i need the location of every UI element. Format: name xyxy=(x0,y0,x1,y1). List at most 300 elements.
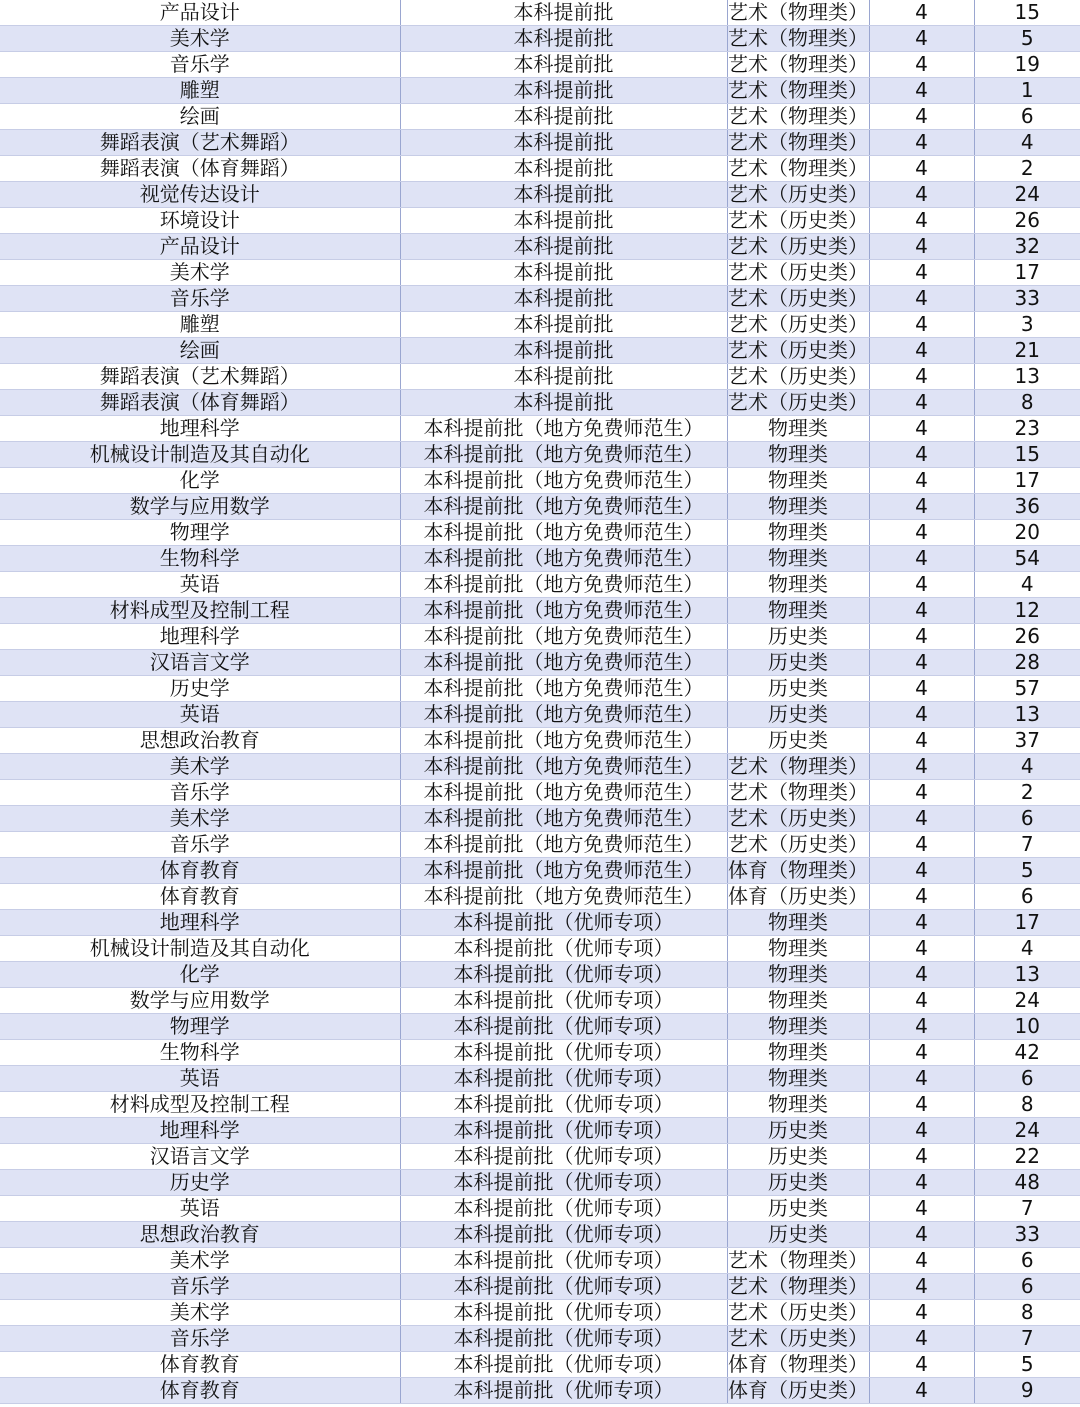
category-cell: 体育（历史类） xyxy=(728,884,868,908)
major-cell: 英语 xyxy=(0,572,400,598)
duration-cell: 4 xyxy=(869,1092,974,1118)
duration-cell: 4 xyxy=(869,468,974,494)
duration-cell: 4 xyxy=(869,1378,974,1404)
category-cell: 历史类 xyxy=(727,1222,869,1248)
category-cell: 物理类 xyxy=(727,910,869,936)
major-cell: 机械设计制造及其自动化 xyxy=(0,442,400,468)
duration-cell: 4 xyxy=(869,104,974,130)
duration-cell: 4 xyxy=(869,1040,974,1066)
batch-cell: 本科提前批（优师专项） xyxy=(400,1066,727,1092)
table-row xyxy=(0,754,1080,780)
quota-cell: 4 xyxy=(974,936,1080,962)
quota-cell: 24 xyxy=(974,1118,1080,1144)
category-cell: 历史类 xyxy=(727,1170,869,1196)
quota-cell: 22 xyxy=(974,1144,1080,1170)
category-cell: 历史类 xyxy=(727,702,869,728)
category-cell: 艺术（历史类） xyxy=(728,260,868,284)
major-cell: 产品设计 xyxy=(0,0,400,26)
quota-cell: 57 xyxy=(974,676,1080,702)
quota-cell: 7 xyxy=(974,1196,1080,1222)
table-row xyxy=(0,858,1080,884)
category-cell: 体育（历史类） xyxy=(728,1378,868,1402)
duration-cell: 4 xyxy=(869,858,974,884)
major-cell: 音乐学 xyxy=(0,1274,400,1300)
category-cell: 艺术（历史类） xyxy=(728,286,868,310)
major-cell: 思想政治教育 xyxy=(0,728,400,754)
category-cell: 艺术（物理类） xyxy=(728,0,868,24)
major-cell: 美术学 xyxy=(0,260,400,286)
category-cell: 历史类 xyxy=(727,676,869,702)
quota-cell: 6 xyxy=(974,104,1080,130)
quota-cell: 8 xyxy=(974,1300,1080,1326)
table-row xyxy=(0,546,1080,572)
quota-cell: 8 xyxy=(974,1092,1080,1118)
batch-cell: 本科提前批（地方免费师范生） xyxy=(400,728,727,754)
category-cell: 物理类 xyxy=(727,988,869,1014)
category-cell: 艺术（物理类） xyxy=(728,1274,868,1298)
category-cell: 历史类 xyxy=(727,1144,869,1170)
table-row xyxy=(0,494,1080,520)
major-cell: 材料成型及控制工程 xyxy=(0,598,400,624)
batch-cell: 本科提前批（优师专项） xyxy=(400,1300,727,1326)
duration-cell: 4 xyxy=(869,1144,974,1170)
major-cell: 地理科学 xyxy=(0,1118,400,1144)
major-cell: 思想政治教育 xyxy=(0,1222,400,1248)
major-cell: 音乐学 xyxy=(0,780,400,806)
batch-cell: 本科提前批（地方免费师范生） xyxy=(400,546,727,572)
table-row xyxy=(0,26,1080,52)
batch-cell: 本科提前批（优师专项） xyxy=(400,1170,727,1196)
duration-cell: 4 xyxy=(869,182,974,208)
table-row xyxy=(0,1274,1080,1300)
batch-cell: 本科提前批（优师专项） xyxy=(400,1040,727,1066)
quota-cell: 20 xyxy=(974,520,1080,546)
major-cell: 历史学 xyxy=(0,676,400,702)
quota-cell: 24 xyxy=(974,182,1080,208)
batch-cell: 本科提前批（地方免费师范生） xyxy=(400,884,727,910)
category-cell: 艺术（历史类） xyxy=(728,390,868,414)
category-cell: 历史类 xyxy=(727,650,869,676)
table-row xyxy=(0,182,1080,208)
category-cell: 艺术（物理类） xyxy=(728,754,868,778)
quota-cell: 13 xyxy=(974,364,1080,390)
duration-cell: 4 xyxy=(869,1248,974,1274)
table-row xyxy=(0,650,1080,676)
category-cell: 艺术（物理类） xyxy=(728,52,868,76)
batch-cell: 本科提前批（地方免费师范生） xyxy=(400,650,727,676)
duration-cell: 4 xyxy=(869,156,974,182)
duration-cell: 4 xyxy=(869,754,974,780)
duration-cell: 4 xyxy=(869,0,974,26)
category-cell: 艺术（物理类） xyxy=(728,26,868,50)
major-cell: 英语 xyxy=(0,702,400,728)
table-row xyxy=(0,936,1080,962)
category-cell: 历史类 xyxy=(727,1118,869,1144)
table-row xyxy=(0,520,1080,546)
duration-cell: 4 xyxy=(869,598,974,624)
quota-cell: 36 xyxy=(974,494,1080,520)
category-cell: 物理类 xyxy=(727,1014,869,1040)
duration-cell: 4 xyxy=(869,624,974,650)
quota-cell: 26 xyxy=(974,624,1080,650)
duration-cell: 4 xyxy=(869,1222,974,1248)
category-cell: 艺术（历史类） xyxy=(728,312,868,336)
duration-cell: 4 xyxy=(869,1014,974,1040)
batch-cell: 本科提前批 xyxy=(400,26,727,52)
batch-cell: 本科提前批（地方免费师范生） xyxy=(400,754,727,780)
table-row xyxy=(0,312,1080,338)
quota-cell: 15 xyxy=(974,0,1080,26)
batch-cell: 本科提前批（优师专项） xyxy=(400,1274,727,1300)
category-cell: 历史类 xyxy=(727,728,869,754)
quota-cell: 13 xyxy=(974,962,1080,988)
table-row xyxy=(0,832,1080,858)
batch-cell: 本科提前批 xyxy=(400,260,727,286)
quota-cell: 17 xyxy=(974,910,1080,936)
category-cell: 艺术（物理类） xyxy=(728,104,868,128)
quota-cell: 48 xyxy=(974,1170,1080,1196)
batch-cell: 本科提前批 xyxy=(400,130,727,156)
batch-cell: 本科提前批（地方免费师范生） xyxy=(400,494,727,520)
quota-cell: 33 xyxy=(974,1222,1080,1248)
category-cell: 艺术（物理类） xyxy=(728,1248,868,1272)
major-cell: 机械设计制造及其自动化 xyxy=(0,936,400,962)
batch-cell: 本科提前批 xyxy=(400,208,727,234)
duration-cell: 4 xyxy=(869,1352,974,1378)
quota-cell: 5 xyxy=(974,1352,1080,1378)
table-row xyxy=(0,0,1080,26)
table-row xyxy=(0,988,1080,1014)
duration-cell: 4 xyxy=(869,1118,974,1144)
major-cell: 地理科学 xyxy=(0,416,400,442)
quota-cell: 6 xyxy=(974,1274,1080,1300)
table-row xyxy=(0,1196,1080,1222)
major-cell: 化学 xyxy=(0,962,400,988)
batch-cell: 本科提前批（优师专项） xyxy=(400,962,727,988)
batch-cell: 本科提前批 xyxy=(400,312,727,338)
batch-cell: 本科提前批（优师专项） xyxy=(400,910,727,936)
table-row xyxy=(0,1326,1080,1352)
duration-cell: 4 xyxy=(869,78,974,104)
major-cell: 英语 xyxy=(0,1066,400,1092)
category-cell: 物理类 xyxy=(727,546,869,572)
batch-cell: 本科提前批（优师专项） xyxy=(400,1326,727,1352)
table-row xyxy=(0,286,1080,312)
table-row xyxy=(0,702,1080,728)
quota-cell: 1 xyxy=(974,78,1080,104)
quota-cell: 6 xyxy=(974,884,1080,910)
table-row xyxy=(0,364,1080,390)
batch-cell: 本科提前批（优师专项） xyxy=(400,1144,727,1170)
table-row xyxy=(0,260,1080,286)
batch-cell: 本科提前批 xyxy=(400,78,727,104)
batch-cell: 本科提前批 xyxy=(400,0,727,26)
major-cell: 材料成型及控制工程 xyxy=(0,1092,400,1118)
major-cell: 舞蹈表演（体育舞蹈） xyxy=(0,156,400,182)
batch-cell: 本科提前批（地方免费师范生） xyxy=(400,624,727,650)
duration-cell: 4 xyxy=(869,286,974,312)
batch-cell: 本科提前批 xyxy=(400,234,727,260)
major-cell: 体育教育 xyxy=(0,1352,400,1378)
category-cell: 体育（物理类） xyxy=(728,1352,868,1376)
batch-cell: 本科提前批（地方免费师范生） xyxy=(400,702,727,728)
duration-cell: 4 xyxy=(869,702,974,728)
duration-cell: 4 xyxy=(869,1196,974,1222)
quota-cell: 4 xyxy=(974,130,1080,156)
table-row xyxy=(0,1378,1080,1404)
duration-cell: 4 xyxy=(869,650,974,676)
major-cell: 绘画 xyxy=(0,338,400,364)
major-cell: 体育教育 xyxy=(0,884,400,910)
major-cell: 生物科学 xyxy=(0,1040,400,1066)
batch-cell: 本科提前批（优师专项） xyxy=(400,1352,727,1378)
table-row xyxy=(0,598,1080,624)
table-row xyxy=(0,910,1080,936)
duration-cell: 4 xyxy=(869,130,974,156)
table-row xyxy=(0,1144,1080,1170)
major-cell: 物理学 xyxy=(0,1014,400,1040)
table-row xyxy=(0,1066,1080,1092)
batch-cell: 本科提前批（优师专项） xyxy=(400,1196,727,1222)
quota-cell: 15 xyxy=(974,442,1080,468)
category-cell: 艺术（历史类） xyxy=(728,1326,868,1350)
quota-cell: 12 xyxy=(974,598,1080,624)
batch-cell: 本科提前批（地方免费师范生） xyxy=(400,676,727,702)
batch-cell: 本科提前批（地方免费师范生） xyxy=(400,520,727,546)
duration-cell: 4 xyxy=(869,234,974,260)
batch-cell: 本科提前批 xyxy=(400,286,727,312)
quota-cell: 10 xyxy=(974,1014,1080,1040)
duration-cell: 4 xyxy=(869,1170,974,1196)
duration-cell: 4 xyxy=(869,364,974,390)
table-row xyxy=(0,806,1080,832)
quota-cell: 54 xyxy=(974,546,1080,572)
batch-cell: 本科提前批（优师专项） xyxy=(400,936,727,962)
quota-cell: 33 xyxy=(974,286,1080,312)
major-cell: 数学与应用数学 xyxy=(0,988,400,1014)
batch-cell: 本科提前批 xyxy=(400,364,727,390)
quota-cell: 2 xyxy=(974,156,1080,182)
quota-cell: 42 xyxy=(974,1040,1080,1066)
batch-cell: 本科提前批（优师专项） xyxy=(400,1118,727,1144)
category-cell: 物理类 xyxy=(727,598,869,624)
major-cell: 音乐学 xyxy=(0,52,400,78)
duration-cell: 4 xyxy=(869,442,974,468)
batch-cell: 本科提前批（优师专项） xyxy=(400,1378,727,1404)
table-row xyxy=(0,884,1080,910)
quota-cell: 9 xyxy=(974,1378,1080,1404)
major-cell: 英语 xyxy=(0,1196,400,1222)
category-cell: 物理类 xyxy=(727,1066,869,1092)
major-cell: 美术学 xyxy=(0,754,400,780)
category-cell: 物理类 xyxy=(727,416,869,442)
major-cell: 地理科学 xyxy=(0,624,400,650)
quota-cell: 37 xyxy=(974,728,1080,754)
category-cell: 艺术（历史类） xyxy=(728,832,868,856)
duration-cell: 4 xyxy=(869,416,974,442)
duration-cell: 4 xyxy=(869,312,974,338)
major-cell: 物理学 xyxy=(0,520,400,546)
category-cell: 艺术（历史类） xyxy=(728,1300,868,1324)
table-row xyxy=(0,416,1080,442)
category-cell: 艺术（物理类） xyxy=(728,78,868,102)
major-cell: 美术学 xyxy=(0,1300,400,1326)
quota-cell: 4 xyxy=(974,572,1080,598)
batch-cell: 本科提前批（优师专项） xyxy=(400,1248,727,1274)
batch-cell: 本科提前批（优师专项） xyxy=(400,1222,727,1248)
duration-cell: 4 xyxy=(869,1066,974,1092)
major-cell: 环境设计 xyxy=(0,208,400,234)
batch-cell: 本科提前批（地方免费师范生） xyxy=(400,572,727,598)
category-cell: 艺术（历史类） xyxy=(728,338,868,362)
table-row xyxy=(0,78,1080,104)
duration-cell: 4 xyxy=(869,1274,974,1300)
duration-cell: 4 xyxy=(869,520,974,546)
category-cell: 艺术（历史类） xyxy=(728,182,868,206)
major-cell: 雕塑 xyxy=(0,312,400,338)
duration-cell: 4 xyxy=(869,728,974,754)
duration-cell: 4 xyxy=(869,208,974,234)
duration-cell: 4 xyxy=(869,390,974,416)
category-cell: 物理类 xyxy=(727,520,869,546)
major-cell: 美术学 xyxy=(0,26,400,52)
quota-cell: 26 xyxy=(974,208,1080,234)
major-cell: 生物科学 xyxy=(0,546,400,572)
table-row xyxy=(0,728,1080,754)
quota-cell: 8 xyxy=(974,390,1080,416)
major-cell: 音乐学 xyxy=(0,832,400,858)
table-row xyxy=(0,1040,1080,1066)
quota-cell: 13 xyxy=(974,702,1080,728)
table-row xyxy=(0,624,1080,650)
category-cell: 物理类 xyxy=(727,1040,869,1066)
major-cell: 视觉传达设计 xyxy=(0,182,400,208)
table-row xyxy=(0,390,1080,416)
major-cell: 汉语言文学 xyxy=(0,1144,400,1170)
batch-cell: 本科提前批（优师专项） xyxy=(400,1014,727,1040)
quota-cell: 5 xyxy=(974,858,1080,884)
duration-cell: 4 xyxy=(869,676,974,702)
batch-cell: 本科提前批（地方免费师范生） xyxy=(400,442,727,468)
duration-cell: 4 xyxy=(869,1300,974,1326)
duration-cell: 4 xyxy=(869,806,974,832)
quota-cell: 6 xyxy=(974,1248,1080,1274)
duration-cell: 4 xyxy=(869,910,974,936)
duration-cell: 4 xyxy=(869,260,974,286)
table-row xyxy=(0,780,1080,806)
quota-cell: 7 xyxy=(974,832,1080,858)
major-cell: 音乐学 xyxy=(0,286,400,312)
major-cell: 绘画 xyxy=(0,104,400,130)
table-row xyxy=(0,1118,1080,1144)
batch-cell: 本科提前批 xyxy=(400,156,727,182)
major-cell: 音乐学 xyxy=(0,1326,400,1352)
table-row xyxy=(0,962,1080,988)
duration-cell: 4 xyxy=(869,832,974,858)
duration-cell: 4 xyxy=(869,936,974,962)
category-cell: 艺术（物理类） xyxy=(728,780,868,804)
duration-cell: 4 xyxy=(869,546,974,572)
batch-cell: 本科提前批 xyxy=(400,338,727,364)
quota-cell: 6 xyxy=(974,1066,1080,1092)
major-cell: 化学 xyxy=(0,468,400,494)
major-cell: 舞蹈表演（体育舞蹈） xyxy=(0,390,400,416)
batch-cell: 本科提前批（优师专项） xyxy=(400,1092,727,1118)
category-cell: 物理类 xyxy=(727,1092,869,1118)
quota-cell: 19 xyxy=(974,52,1080,78)
table-row xyxy=(0,468,1080,494)
duration-cell: 4 xyxy=(869,962,974,988)
duration-cell: 4 xyxy=(869,884,974,910)
category-cell: 艺术（物理类） xyxy=(728,130,868,154)
category-cell: 物理类 xyxy=(727,572,869,598)
table-row xyxy=(0,1014,1080,1040)
batch-cell: 本科提前批 xyxy=(400,52,727,78)
table-row xyxy=(0,1092,1080,1118)
category-cell: 历史类 xyxy=(727,624,869,650)
duration-cell: 4 xyxy=(869,494,974,520)
table-row xyxy=(0,1170,1080,1196)
table-row xyxy=(0,208,1080,234)
table-row xyxy=(0,1222,1080,1248)
quota-cell: 3 xyxy=(974,312,1080,338)
major-cell: 地理科学 xyxy=(0,910,400,936)
category-cell: 艺术（历史类） xyxy=(728,234,868,258)
batch-cell: 本科提前批 xyxy=(400,104,727,130)
major-cell: 数学与应用数学 xyxy=(0,494,400,520)
batch-cell: 本科提前批（地方免费师范生） xyxy=(400,468,727,494)
table-row xyxy=(0,442,1080,468)
table-row xyxy=(0,676,1080,702)
major-cell: 舞蹈表演（艺术舞蹈） xyxy=(0,364,400,390)
major-cell: 汉语言文学 xyxy=(0,650,400,676)
category-cell: 物理类 xyxy=(727,468,869,494)
duration-cell: 4 xyxy=(869,988,974,1014)
batch-cell: 本科提前批（地方免费师范生） xyxy=(400,832,727,858)
major-cell: 体育教育 xyxy=(0,1378,400,1404)
table-row xyxy=(0,52,1080,78)
table-row xyxy=(0,1352,1080,1378)
quota-cell: 4 xyxy=(974,754,1080,780)
batch-cell: 本科提前批（地方免费师范生） xyxy=(400,858,727,884)
category-cell: 历史类 xyxy=(727,1196,869,1222)
category-cell: 物理类 xyxy=(727,962,869,988)
major-cell: 产品设计 xyxy=(0,234,400,260)
table-row xyxy=(0,1248,1080,1274)
duration-cell: 4 xyxy=(869,780,974,806)
table-row xyxy=(0,1300,1080,1326)
quota-cell: 28 xyxy=(974,650,1080,676)
table-row xyxy=(0,156,1080,182)
category-cell: 艺术（物理类） xyxy=(728,156,868,180)
batch-cell: 本科提前批（地方免费师范生） xyxy=(400,806,727,832)
duration-cell: 4 xyxy=(869,26,974,52)
category-cell: 艺术（历史类） xyxy=(728,364,868,388)
quota-cell: 32 xyxy=(974,234,1080,260)
category-cell: 物理类 xyxy=(727,494,869,520)
batch-cell: 本科提前批（地方免费师范生） xyxy=(400,416,727,442)
quota-cell: 7 xyxy=(974,1326,1080,1352)
category-cell: 体育（物理类） xyxy=(728,858,868,882)
major-cell: 体育教育 xyxy=(0,858,400,884)
table-row xyxy=(0,104,1080,130)
table-row xyxy=(0,130,1080,156)
quota-cell: 5 xyxy=(974,26,1080,52)
quota-cell: 21 xyxy=(974,338,1080,364)
major-cell: 美术学 xyxy=(0,806,400,832)
table-row xyxy=(0,572,1080,598)
quota-cell: 17 xyxy=(974,468,1080,494)
